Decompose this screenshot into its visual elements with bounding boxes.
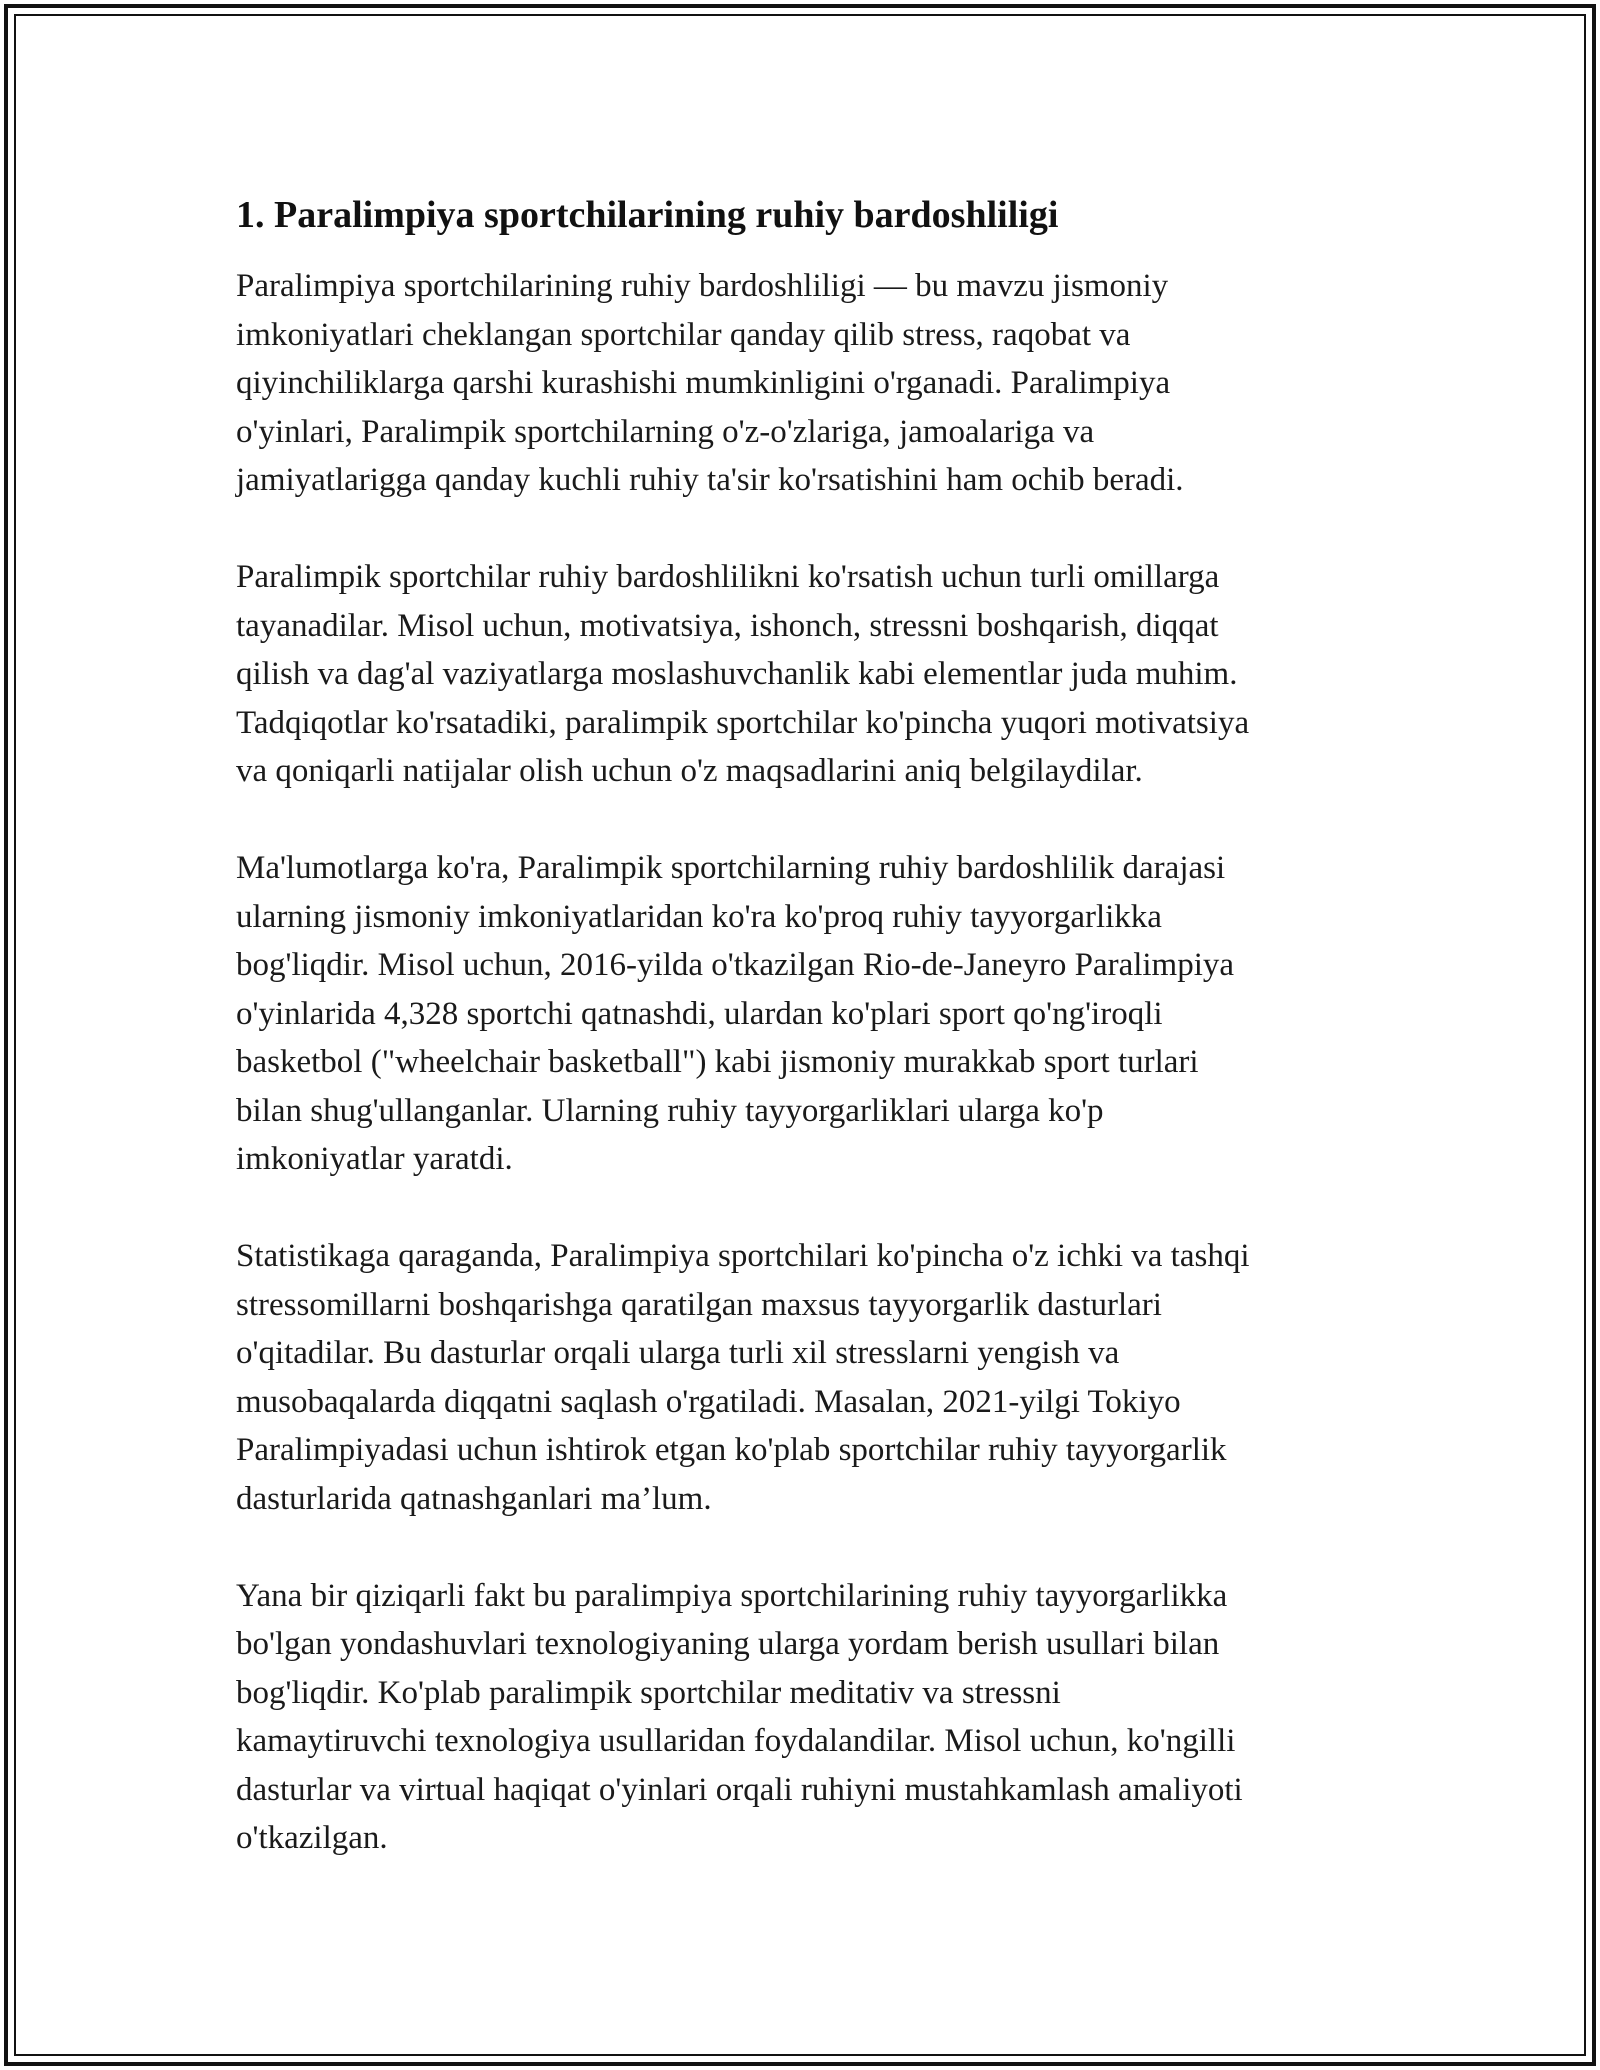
text-line: ularning jismoniy imkoniyatlaridan ko'ra ko'proq ruhiy tayyorgarlikka	[236, 898, 1162, 935]
text-line: Ma'lumotlarga ko'ra, Paralimpik sportchilarning ruhiy bardoshlilik darajasi	[236, 850, 1226, 886]
text-line: Paralimpik sportchilar ruhiy bardoshlilikni ko'rsatish uchun turli omillarga	[236, 559, 1220, 595]
text-line: o'yinlarida 4,328 sportchi qatnashdi, ulardan ko'plari sport qo'ng'iroqli	[236, 995, 1163, 1032]
text-line: Yana bir qiziqarli fakt bu paralimpiya sportchilarining ruhiy tayyorgarlikka	[236, 1577, 1228, 1614]
text-line: Tadqiqotlar ko'rsatadiki, paralimpik sportchilar ko'pincha yuqori motivatsiya	[236, 704, 1250, 741]
text-line: va qoniqarli natijalar olish uchun o'z maqsadlarini aniq belgilaydilar.	[236, 753, 1143, 789]
text-line: Paralimpiyadasi uchun ishtirok etgan ko'plab sportchilar ruhiy tayyorgarlik	[236, 1432, 1227, 1468]
text-line: bo'lgan yondashuvlari texnologiyaning ularga yordam berish usullari bilan	[236, 1626, 1220, 1662]
text-line: imkoniyatlar yaratdi.	[236, 1141, 513, 1177]
text-line: kamaytiruvchi texnologiya usullaridan foydalandilar. Misol uchun, ko'ngilli	[236, 1723, 1236, 1759]
text-line: o'tkazilgan.	[236, 1820, 388, 1856]
text-line: o'yinlari, Paralimpik sportchilarning o'z-o'zlariga, jamoalariga va	[236, 413, 1095, 450]
text-line: musobaqalarda diqqatni saqlash o'rgatiladi. Masalan, 2021-yilgi Tokiyo	[236, 1383, 1181, 1420]
text-line: qiyinchiliklarga qarshi kurashishi mumkinligini o'rganadi. Paralimpiya	[236, 365, 1171, 401]
section-heading: 1. Paralimpiya sportchilarining ruhiy bardoshliligi	[236, 194, 1059, 236]
text-line: o'qitadilar. Bu dasturlar orqali ularga turli xil stresslarni yengish va	[236, 1335, 1120, 1371]
document-body	[236, 188, 1386, 1863]
paragraph-2	[236, 553, 1386, 796]
text-line: jamiyatlarigga qanday kuchli ruhiy ta'sir ko'rsatishini ham ochib beradi.	[236, 462, 1184, 498]
text-line: bog'liqdir. Misol uchun, 2016-yilda o'tkazilgan Rio-de-Janeyro Paralimpiya	[236, 947, 1235, 983]
text-line: dasturlar va virtual haqiqat o'yinlari orqali ruhiyni mustahkamlash amaliyoti	[236, 1771, 1243, 1808]
text-line: qilish va dag'al vaziyatlarga moslashuvchanlik kabi elementlar juda muhim.	[236, 656, 1238, 692]
paragraph-5	[236, 1572, 1386, 1863]
text-line: bilan shug'ullanganlar. Ularning ruhiy tayyorgarliklari ularga ko'p	[236, 1092, 1104, 1129]
text-line: Paralimpiya sportchilarining ruhiy bardoshliligi — bu mavzu jismoniy	[236, 268, 1169, 304]
text-line: imkoniyatlari cheklangan sportchilar qanday qilib stress, raqobat va	[236, 316, 1131, 353]
paragraph-1	[236, 262, 1386, 505]
text-line: Statistikaga qaraganda, Paralimpiya sportchilari ko'pincha o'z ichki va tashqi	[236, 1238, 1250, 1274]
text-line: tayanadilar. Misol uchun, motivatsiya, ishonch, stressni boshqarish, diqqat	[236, 607, 1219, 644]
text-line: bog'liqdir. Ko'plab paralimpik sportchilar meditativ va stressni	[236, 1674, 1061, 1711]
text-line: basketbol ("wheelchair basketball") kabi jismoniy murakkab sport turlari	[236, 1044, 1199, 1080]
paragraph-4	[236, 1232, 1386, 1523]
paragraph-3	[236, 844, 1386, 1184]
text-line: dasturlarida qatnashganlari ma’lum.	[236, 1480, 712, 1517]
text-line: stressomillarni boshqarishga qaratilgan maxsus tayyorgarlik dasturlari	[236, 1286, 1162, 1323]
